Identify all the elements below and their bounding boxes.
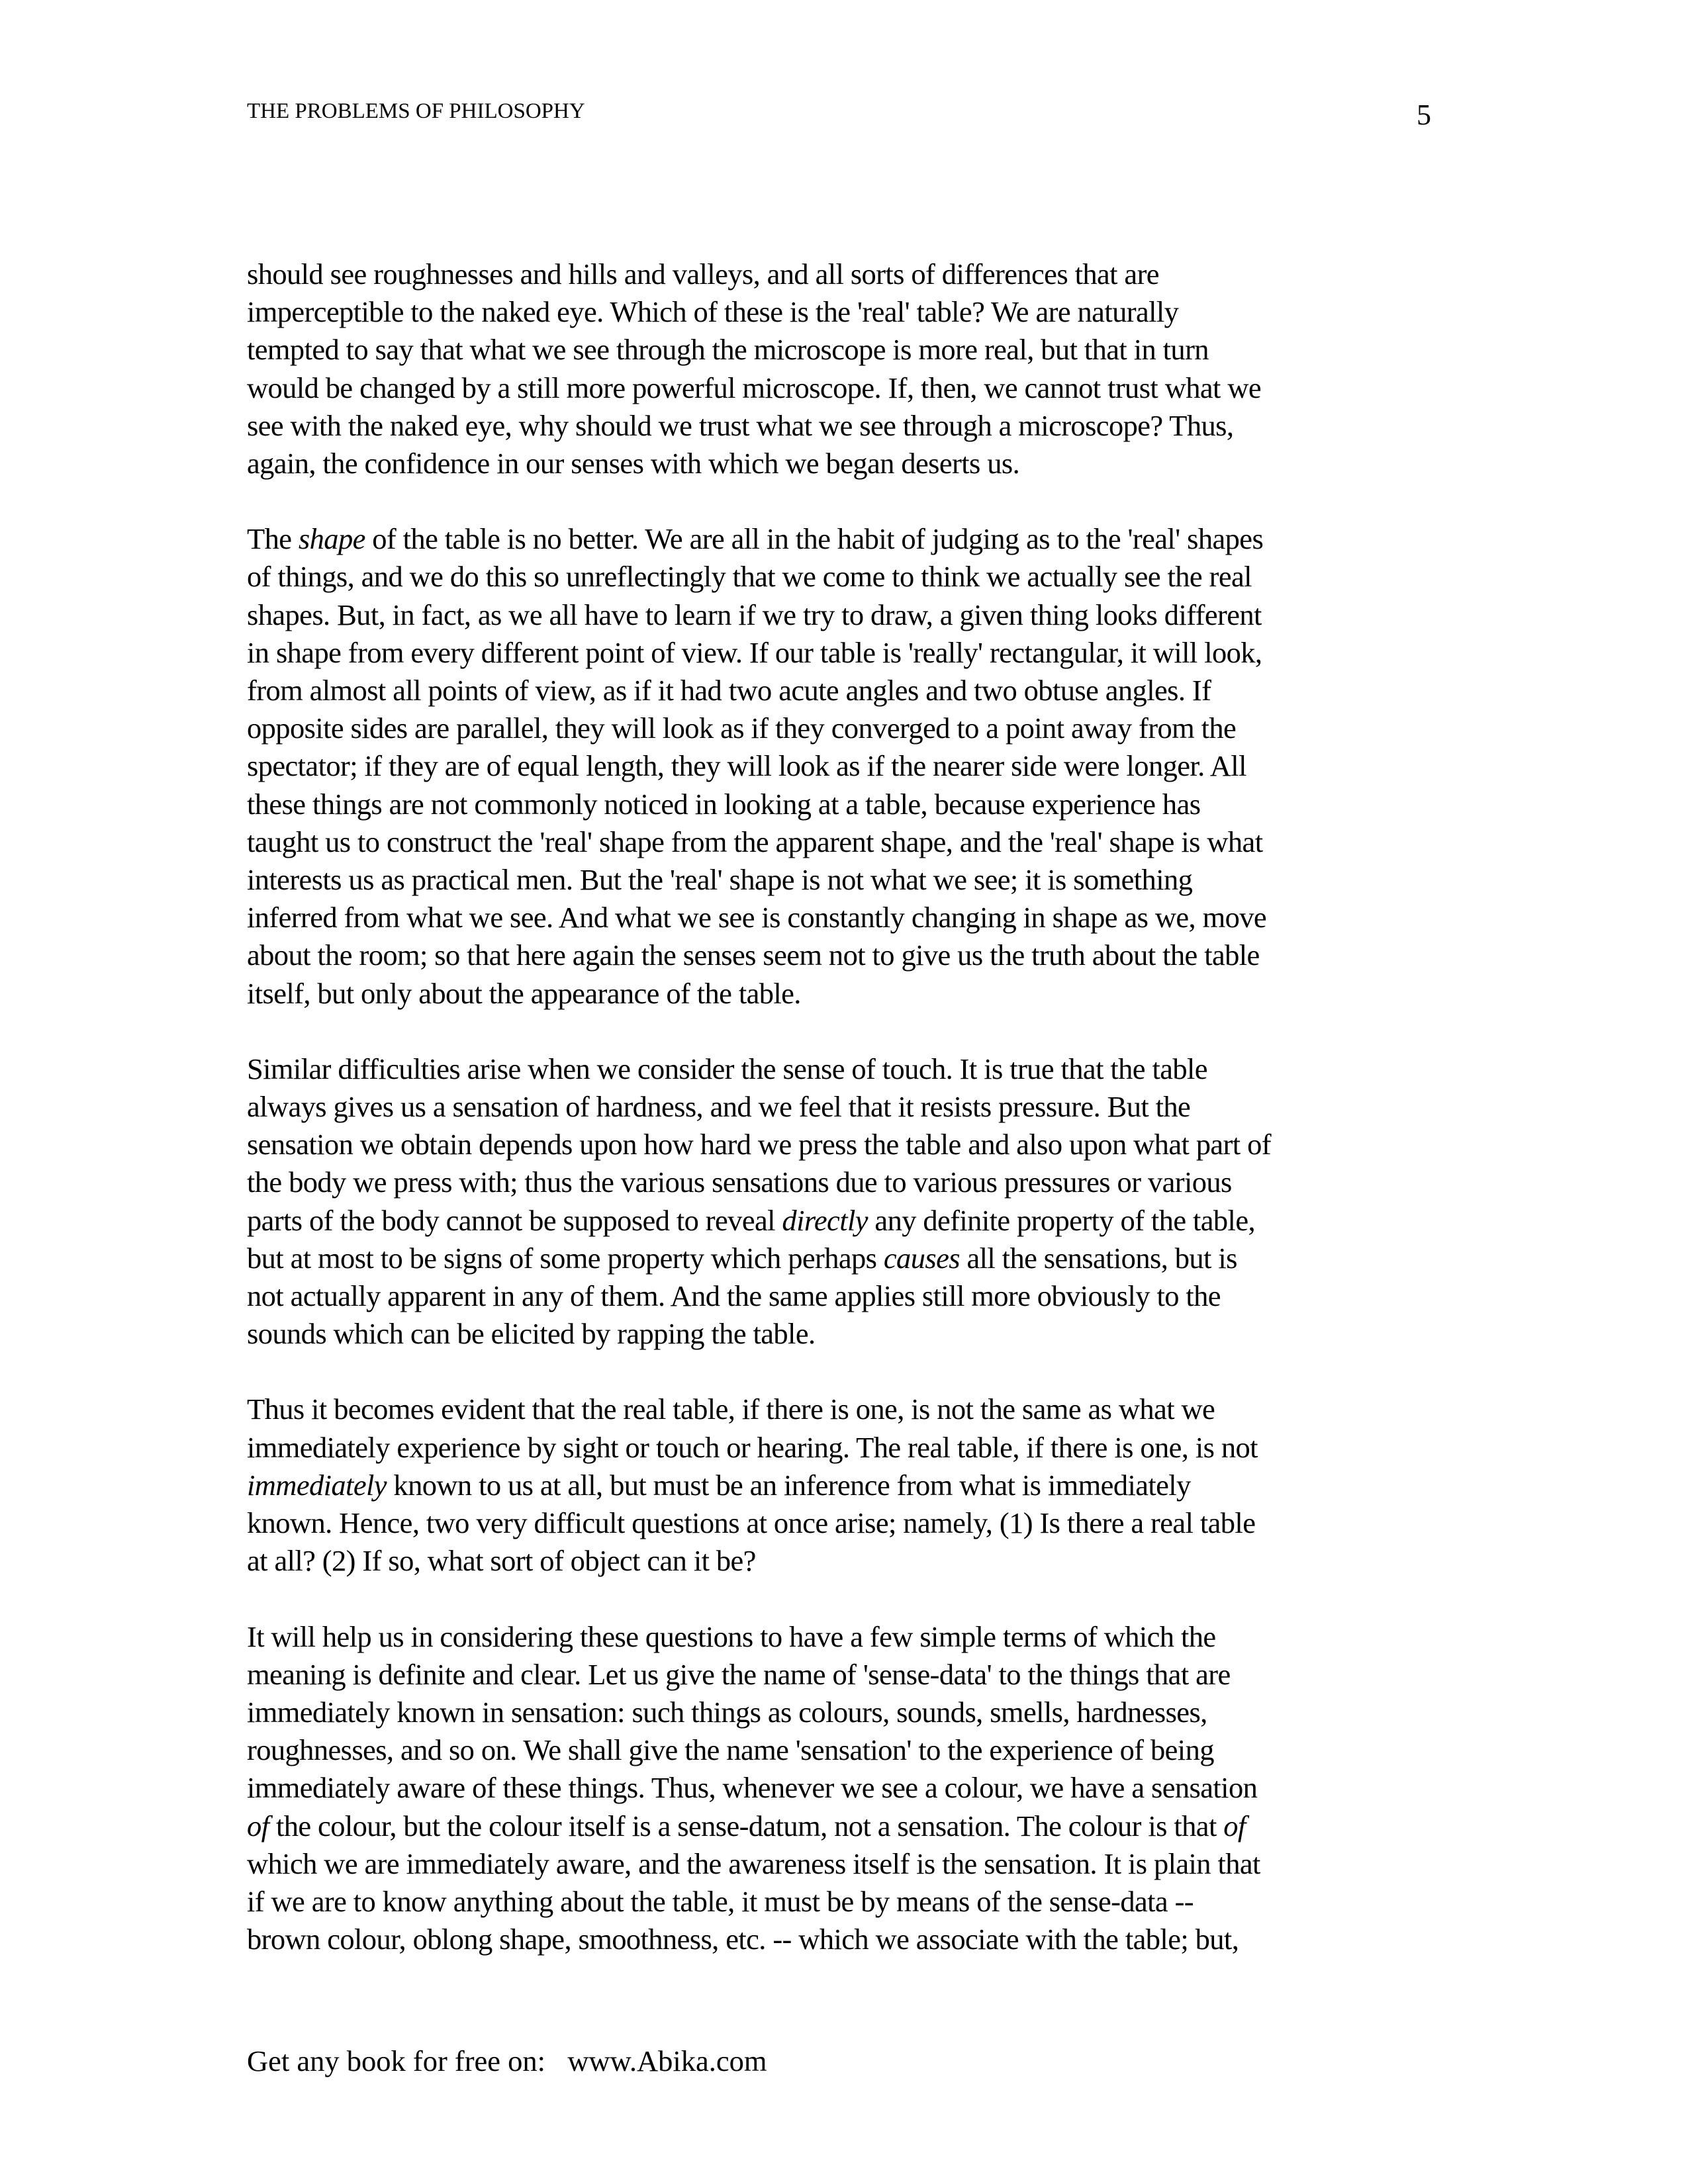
- paragraph-1: [247, 255, 1399, 482]
- running-head-title: THE PROBLEMS OF PHILOSOPHY: [247, 99, 585, 123]
- emphasis-directly: directly: [782, 1203, 868, 1237]
- paragraph-5-text-c: which we are immediately aware, and the awareness itself is the sensation. It is plain that if we are to know anything about the table, it must be by means of the sense-data -- brown colour, oblong shape, smoothness, etc. -- which we associate with the table; but,: [247, 1846, 1260, 1956]
- paragraph-5: [247, 1618, 1399, 1959]
- emphasis-immediately: immediately: [247, 1468, 387, 1502]
- emphasis-of-1: of: [247, 1809, 269, 1843]
- footer-link[interactable]: www.Abika.com: [567, 2044, 767, 2077]
- emphasis-causes: causes: [883, 1241, 960, 1275]
- emphasis-shape: shape: [298, 522, 365, 556]
- paragraph-3: [247, 1050, 1399, 1353]
- paragraph-4-text-b: known to us at all, but must be an inference from what is immediately known. Hence, two very difficult questions at once arise; namely, (1) Is there a real table at all? (2) If so, what sort of object can it be?: [247, 1468, 1256, 1578]
- paragraph-5-text-a: It will help us in considering these questions to have a few simple terms of which the meaning is definite and clear. Let us give the name of 'sense-data' to the things that are immediately known in sensation: such things as colours, sounds, smells, hardnesses, roughnesses, and so on. We shall give the name 'sensation' to the experience of being immediately aware of these things. Thus, whenever we see a colour, we have a sensation: [247, 1619, 1258, 1805]
- footer-text: Get any book for free on:: [247, 2044, 568, 2077]
- paragraph-4: [247, 1390, 1399, 1580]
- paragraph-5-text-b: the colour, but the colour itself is a sense-datum, not a sensation. The colour is that: [269, 1809, 1224, 1843]
- paragraph-3-text-a: Similar difficulties arise when we consider the sense of touch. It is true that the table always gives us a sensation of hardness, and we feel that it resists pressure. But the sensation we obtain depends upon how hard we press the table and also upon what part of the body we press with; thus the various sensations due to various pressures or various parts of the body cannot be supposed to reveal: [247, 1052, 1271, 1237]
- body-text: [247, 255, 1399, 1996]
- paragraph-2-text-a: The: [247, 522, 299, 556]
- paragraph-2-text-b: of the table is no better. We are all in the habit of judging as to the 'real' shapes of things, and we do this so unreflectingly that we come to think we actually see the real shapes. But, in fact, as we all have to learn if we try to draw, a given thing looks different in shape from every different point of view. If our table is 'really' rectangular, it will look, from almost all points of view, as if it had two acute angles and two obtuse angles. If opposite sides are parallel, they will look as if they converged to a point away from the spectator; if they are of equal length, they will look as if the nearer side were longer. All these things are not commonly noticed in looking at a table, because experience has taught us to construct the 'real' shape from the apparent shape, and the 'real' shape is what interests us as practical men. But the 'real' shape is not what we see; it is something inferred from what we see. And what we see is constantly changing in shape as we, move about the room; so that here again the senses seem not to give us the truth about the table itself, but only about the appearance of the table.: [247, 522, 1267, 1010]
- paragraph-3-text-c: all the sensations, but is not actually apparent in any of them. And the same applies still more obviously to the sounds which can be elicited by rapping the table.: [247, 1241, 1237, 1351]
- paragraph-1-text: should see roughnesses and hills and valleys, and all sorts of differences that are imperceptible to the naked eye. Which of these is the 'real' table? We are naturally tempted to say that what we see through the microscope is more real, but that in turn would be changed by a still more powerful microscope. If, then, we cannot trust what we see with the naked eye, why should we trust what we see through a microscope? Thus, again, the confidence in our senses with which we began deserts us.: [247, 257, 1262, 480]
- page-number: 5: [1417, 99, 1431, 131]
- emphasis-of-2: of: [1223, 1809, 1246, 1843]
- paragraph-2: [247, 520, 1399, 1013]
- paragraph-4-text-a: Thus it becomes evident that the real table, if there is one, is not the same as what we immediately experience by sight or touch or hearing. The real table, if there is one, is not: [247, 1392, 1258, 1464]
- footer: [247, 2044, 767, 2078]
- paragraph-3-text-b: any definite property of the table, but at most to be signs of some property which perhaps: [247, 1203, 1255, 1275]
